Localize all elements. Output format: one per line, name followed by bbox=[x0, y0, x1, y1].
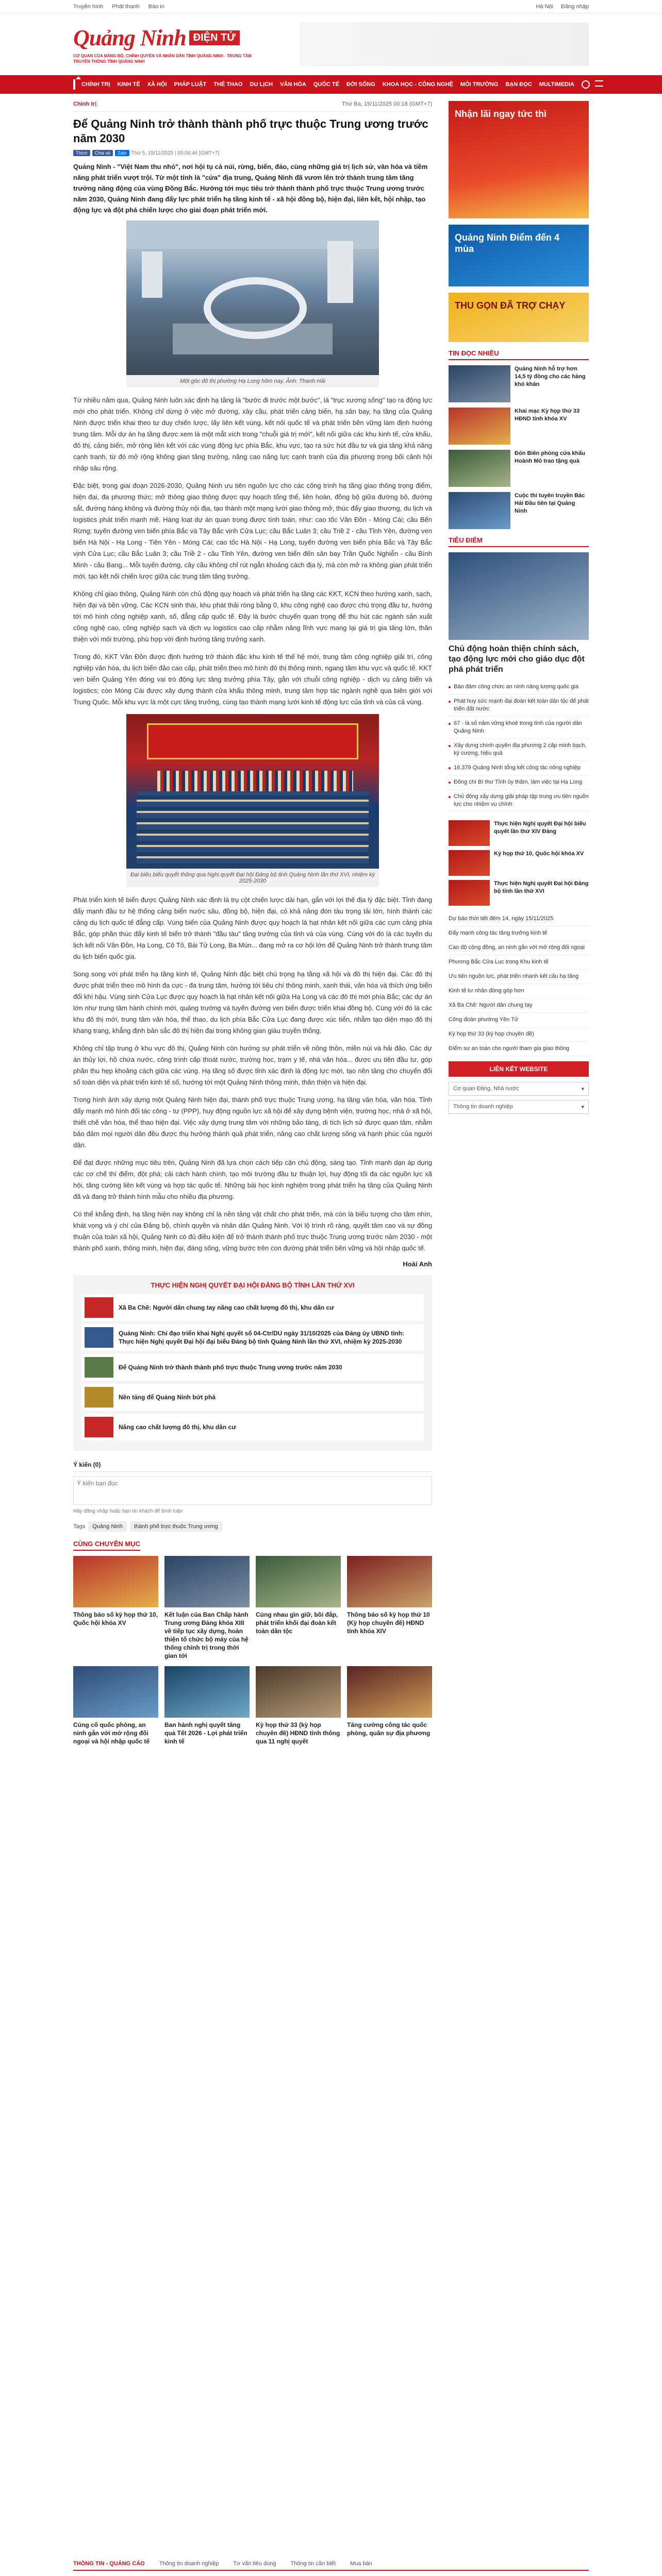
nav-item-du-lich[interactable]: DU LỊCH bbox=[250, 81, 273, 88]
quick-item[interactable]: Kinh tế tư nhân đóng góp hơn bbox=[449, 984, 589, 998]
article-author: Hoài Anh bbox=[403, 1260, 432, 1268]
article-meta bbox=[73, 150, 432, 156]
congress-photo bbox=[126, 714, 379, 869]
main-nav bbox=[0, 75, 662, 94]
article-paragraph: Có thể khẳng định, hạ tầng hiện nay không chỉ là nền tảng vật chất cho phát triển, mà còn là biểu tượng cho tầm nhìn, khát vọng và ý chí của Đảng bộ, chính quyền và nhân dân Quảng Ninh. Với lộ trình rõ ràng, quyết tâm cao và sự đồng thuận của toàn xã hội, Quảng Ninh có đủ điều kiện để trở thành thành phố trực thuộc Trung ương trước năm 2030 - một thành phố xanh, thông minh, hiện đại, đáng sống, vững bước trên con đường phát triển bền vững và hội nhập quốc tế. bbox=[73, 1210, 432, 1252]
most-read-header: TIN ĐỌC NHIỀU bbox=[449, 349, 589, 360]
notice-tabs bbox=[73, 2561, 589, 2571]
quick-list bbox=[449, 912, 589, 1056]
article-paragraph: Để đạt được những mục tiêu trên, Quảng Ninh đã lựa chọn cách tiếp cận chủ động, sáng tạo. Tỉnh mạnh dạn áp dụng các cơ chế thí điểm, đột phá; cải cách hành chính, tạo môi trường đầu tư thuận lợi, huy động tối đa các nguồn lực xã hội, tăng cường liên kết vùng và hợp tác quốc tế. Những bài học kinh nghiệm trong phát triển hạ tầng của Quảng Ninh đã và đang trở thành hình mẫu cho nhiều địa phương. bbox=[73, 1159, 432, 1200]
focus-list bbox=[449, 680, 589, 812]
sidebar-ad-bank[interactable]: Nhận lãi ngay tức thì bbox=[449, 101, 589, 218]
article-paragraph: Không chỉ giao thông, Quảng Ninh còn chủ động quy hoạch và phát triển hạ tầng các KKT, KCN theo hướng xanh, sạch, hiện đại và bền vững. Các KCN sinh thái, khu phát thải ròng bằng 0, khu công nghệ cao được chú trọng đầu tư, hướng tới mô hình công nghiệp xanh, số, đẳng cấp quốc tế. Đây là bước chuyển quan trọng để thu hút các ngành sản xuất công nghệ cao, công nghiệp sạch và dịch vụ logistics cao cấp nhằm nâng lĩnh vực mang lại giá trị gia tăng lớn, thân thiện với môi trường, phù hợp với định hướng tăng trưởng xanh. bbox=[73, 590, 432, 643]
login-link[interactable]: Đăng nhập bbox=[561, 4, 589, 10]
city-photo bbox=[126, 221, 379, 375]
top-link-tv[interactable]: Truyền hình bbox=[73, 4, 104, 10]
top-right bbox=[529, 4, 589, 10]
related-header: THỰC HIỆN NGHỊ QUYẾT ĐẠI HỘI ĐẢNG BỘ TỈNH LẦN THỨ XVI bbox=[151, 1281, 355, 1289]
focus-feature[interactable]: Chủ động hoàn thiện chính sách, tạo động lực mới cho giáo dục đột phá phát triển bbox=[449, 552, 589, 675]
article-paragraph: Trong đó, KKT Vân Đồn được định hướng trở thành đặc khu kinh tế thế hệ mới, trung tâm công nghiệp giải trí, công nghiệp văn hóa, du lịch biển đảo cao cấp, phát triển theo mô hình đô thị thông minh, ngang tầm khu vực và quốc tế. KKT ven biển Quảng Yên đóng vai trò động lực tăng trưởng phía Tây, gắn với chuỗi công nghiệp - dịch vụ cảng biển và logistics; còn Móng Cái được xây dựng thành cửa khẩu thông minh, trung tâm hợp tác ngành nghề qua biên giới với Trung Quốc. Mỗi khu vực là một cực tăng trưởng, cùng tạo thành mạng lưới kinh tế động lực của tỉnh và của cả vùng. bbox=[73, 653, 432, 706]
logo-wordmark: Quảng Ninh bbox=[73, 25, 186, 50]
news-card[interactable]: Tăng cường công tác quốc phòng, quân sự địa phương bbox=[347, 1666, 432, 1745]
business-select[interactable]: Thông tin doanh nghiệp ▾ bbox=[449, 1100, 589, 1114]
related-item[interactable]: Nền tảng để Quảng Ninh bứt phá bbox=[81, 1384, 424, 1411]
top-link-radio[interactable]: Phát thanh bbox=[112, 4, 140, 10]
tab-info-ads[interactable]: THÔNG TIN - QUẢNG CÁO bbox=[73, 2561, 145, 2567]
article-paragraph: Đặc biệt, trong giai đoạn 2026-2030, Quảng Ninh ưu tiên nguồn lực cho các công trình hạ tầng giao thông trọng điểm, hiện đại, đa phương thức; mở thông giao thông được quy hoạch tổng thể, liên hoàn, đồng bộ giữa đường bộ, đường sắt, đường hàng không và đường thủy nội địa, tạo thành một mạng lưới giao thông mở, thúc đẩy giao thương, du lịch và logistics phát triển mạnh mẽ. Hàng loạt dự án quan trọng được tính toán, như: cao tốc Vân Đồn - Móng Cái; cầu Bến Rừng; tuyến đường ven biển phía Bắc và Tây Bắc vịnh Cửa Lục; cầu Bắc Luân 3; cầu Triề 2 - cầu Tỉnh Yên, đường ven biển Hà Nội - Hạ Long - Tiên Yên - Móng Cái; cao tốc Hà Nội - Hạ Long, tuyến đường ven biển phía Bắc và Tây Bắc vịnh Cửa Lục; cầu Bắc Luân 3; cầu Triề 2 - cầu Tỉnh Yên, đường ven biển đến sân bay Trần Quốc Nghiễn - cầu Bình Minh - cầu Bang... Mỗi tuyến đường, cây cầu không chỉ rút ngắn khoảng cách địa lý, mà còn mở ra không gian phát triển mới, tạo kết nối chiến lược giữa các trung tâm tăng trưởng. bbox=[73, 482, 432, 580]
nav-item-ban-doc[interactable]: BẠN ĐỌC bbox=[505, 81, 532, 88]
tag-item[interactable]: thành phố trực thuộc Trung ương bbox=[130, 1521, 222, 1532]
figure-caption: Đại biểu biểu quyết thông qua Nghị quyết Đại hội Đảng bộ tỉnh Quảng Ninh lần thứ XVI, nhiệm kỳ 2025-2030 bbox=[126, 869, 379, 887]
related-box bbox=[73, 1275, 432, 1451]
most-read-item[interactable]: Quảng Ninh hỗ trợ hơn 14,5 tỷ đồng cho các hàng khó khăn bbox=[449, 365, 589, 402]
quick-item[interactable]: Công đoàn phường Yên Tử bbox=[449, 1013, 589, 1027]
quick-item[interactable]: Phương Bắc Cửa Lục trong Khu kinh tế bbox=[449, 955, 589, 970]
focus-list-item[interactable]: Bảo đảm công chức an ninh năng lượng quốc gia bbox=[449, 680, 589, 694]
topic-item[interactable]: Thực hiện Nghị quyết Đại hội biểu quyết lần thứ XIV Đảng bbox=[449, 820, 589, 846]
quick-item[interactable]: Điểm sự an toàn cho người tham gia giao thông bbox=[449, 1042, 589, 1056]
zalo-share-button[interactable]: Zalo bbox=[115, 150, 129, 156]
nav-item-multimedia[interactable]: MULTIMEDIA bbox=[539, 81, 574, 88]
top-link-print[interactable]: Báo in bbox=[148, 4, 164, 10]
chevron-down-icon: ▾ bbox=[581, 1104, 584, 1110]
news-card[interactable]: Thông báo số kỳ họp thứ 10, Quốc hội khóa XV bbox=[73, 1556, 158, 1660]
tab-business[interactable]: Thông tin doanh nghiệp bbox=[159, 2561, 219, 2567]
quick-item[interactable]: Dự báo thời tiết đêm 14, ngày 15/11/2025 bbox=[449, 912, 589, 926]
sidebar-ad-tourism[interactable]: Quảng Ninh Điểm đến 4 mùa bbox=[449, 225, 589, 286]
comments-section bbox=[73, 1461, 432, 1514]
top-links bbox=[73, 4, 172, 10]
article-paragraph: Phát triển kinh tế biển được Quảng Ninh xác định là trụ cột chiến lược dài hạn, gắn với lợi thế địa lý đặc biệt. Tỉnh đang đẩy mạnh đầu tư hệ thống cảng biển nước sâu, đồng bộ, hiện đại, có khả năng đón tàu trọng tải lớn, hình thành các cảng du lịch quốc tế đẳng cấp. Vùng biển của Quảng Ninh được quy hoạch là hạt nhân kết nối giữa các cụm cảng phía Bắc, góp phần thúc đẩy kinh tế biển trở thành "đầu tàu" tăng trưởng của tỉnh và của vùng. Cùng với đó là các tuyến du lịch kết nối Vân Đồn, Hạ Long, Cô Tô, Bái Tử Long, Ba Mùn... đang mở ra cơ hội lớn để Quảng Ninh trở thành trung tâm du lịch biển quốc gia. bbox=[73, 896, 432, 960]
agency-select[interactable]: Cơ quan Đảng, Nhà nước ▾ bbox=[449, 1082, 589, 1096]
quick-item[interactable]: Ưu tiên nguồn lực, phát triển nhanh kết cấu hạ tầng bbox=[449, 970, 589, 984]
search-icon[interactable] bbox=[582, 80, 590, 89]
comments-header: Ý kiến (0) bbox=[73, 1461, 432, 1472]
news-card[interactable]: Thông báo số kỳ họp thứ 10 (Kỳ họp chuyên đề) HĐND tỉnh khóa XIV bbox=[347, 1556, 432, 1660]
same-section-header: CÙNG CHUYÊN MỤC bbox=[73, 1540, 140, 1551]
nav-item-chinh-tri[interactable]: CHÍNH TRỊ bbox=[81, 81, 110, 88]
nav-item-xa-hoi[interactable]: XÃ HỘI bbox=[147, 81, 167, 88]
news-card[interactable]: Ban hành nghị quyết tăng quả Tết 2026 - Lợi phát triển kinh tế bbox=[164, 1666, 250, 1745]
most-read-item[interactable]: Cuộc thi tuyên truyền Bác Hải Đầu tiên tại Quảng Ninh bbox=[449, 492, 589, 529]
tags-label: Tags bbox=[73, 1523, 86, 1530]
focus-list-item[interactable]: 67 - là số năm vững khoẻ trong tình của người dân Quảng Ninh bbox=[449, 717, 589, 739]
news-card[interactable]: Kết luận của Ban Chấp hành Trung ương Đảng khóa XIII về tiếp tục xây dựng, hoàn thiện tổ chức bộ máy của hệ thống chính trị trong thời gian tới bbox=[164, 1556, 250, 1660]
comment-input[interactable] bbox=[73, 1476, 432, 1505]
topic-item[interactable]: Thực hiện Nghị quyết Đại hội Đảng bộ tỉnh lần thứ XVI bbox=[449, 880, 589, 906]
nav-item-doi-song[interactable]: ĐỜI SỐNG bbox=[346, 81, 375, 88]
tab-consumer[interactable]: Tư vấn tiêu dùng bbox=[233, 2561, 276, 2567]
logo-tag: ĐIỆN TỬ bbox=[189, 30, 240, 45]
article-paragraph: Trong hình ảnh xây dựng một Quảng Ninh hiện đại, thành phố trực thuộc Trung ương, hạ tầng văn hóa, văn hóa. Tỉnh đẩy mạnh mô hình đối tác công - tư (PPP), huy động nguồn lực xã hội để xây dựng bệnh viện, trường học, nhà ở xã hội, thiết chế văn hóa, thể thao hiện đại. Việc xây dựng trung tâm với những bảo tàng, di tích lịch sử được quan tâm, nhằm bảo đảm mọi người dân đều được thụ hưởng thành quả phát triển, nâng cao chất lượng sống và hạnh phúc của người dân. bbox=[73, 1096, 432, 1149]
related-item[interactable]: Quảng Ninh: Chỉ đạo triển khai Nghị quyết số 04-Ctr/DU ngày 31/10/2025 của Đảng ủy UBND tỉnh: Thực hiện Nghị quyết Đại hội đại biểu Đảng bộ tỉnh Quảng Ninh lần thứ XVI, nhiệm kỳ 2025-2030 bbox=[81, 1324, 424, 1351]
breadcrumb-category[interactable]: Chính trị bbox=[73, 101, 97, 107]
facebook-share-button[interactable]: Chia sẻ bbox=[92, 150, 113, 156]
sidebar-ad-promo[interactable]: THU GỌN ĐÃ TRỢ CHẠY bbox=[449, 293, 589, 342]
quick-item[interactable]: Xã Ba Chẽ: Người dân chung tay bbox=[449, 998, 589, 1013]
logo-subtitle: CƠ QUAN CỦA ĐẢNG BỘ, CHÍNH QUYỀN VÀ NHÂN DÂN TỈNH QUẢNG NINH - TRUNG TÂM TRUYỀN THÔNG TỈNH QUẢNG NINH bbox=[73, 53, 252, 64]
comment-note: Hãy đăng nhập hoặc bạn tin khách để bình luận bbox=[73, 1509, 183, 1514]
article-paragraph: Từ nhiều năm qua, Quảng Ninh luôn xác định hạ tầng là "bước đi trước một bước", là "trục xương sống" tạo ra động lực mới cho phát triển. Không chỉ dừng ở việc mở đường, xây cầu, phát triển cảng biển, hạ sân bay, hạ tầng của Quảng Ninh được triển khai theo tư duy chiến lược, lấy liên kết vùng, kết nối quốc tế và phát triển bền vững làm định hướng trung tâm. Mỗi dự án hạ tầng được xem là một mắt xích trong "chuỗi giá trị mới", kết nối giữa các khu kinh tế, cửa khẩu, đô thị, cảng biển, mở rộng liên kết với các vùng động lực phía Bắc, khu vực, tạo ra sức hút đầu tư và gia tăng khả năng cạnh tranh, từ đó mở rộng không gian tăng trưởng, nâng cao năng lực cạnh tranh của địa phương trong bối cảnh hội nhập sâu rộng. bbox=[73, 396, 432, 472]
quick-item[interactable]: Kỳ họp thứ 33 (kỳ họp chuyên đề) bbox=[449, 1027, 589, 1042]
site-logo[interactable] bbox=[73, 25, 259, 64]
related-item[interactable]: Để Quảng Ninh trở thành thành phố trực thuộc Trung ương trước năm 2030 bbox=[81, 1354, 424, 1381]
tag-item[interactable]: Quảng Ninh bbox=[88, 1521, 127, 1532]
chevron-down-icon: ▾ bbox=[581, 1086, 584, 1092]
article-paragraph: Song song với phát triển hạ tầng kinh tế, Quảng Ninh đặc biệt chú trọng hạ tầng xã hội và đô thị hiện đại. Các đô thị được phát triển theo mô hình đa cực - đa trung tâm, hướng tới tiêu chí thông minh, xanh thái, văn hóa và thích ứng biến đổi khí hậu. Vùng sinh Cửa Lục được quy hoạch là hạt nhân kết nối giữa Hạ Long và các đô thị mới phía Bắc; các dự án lớn như trung tâm hành chính mới, quảng trường và tuyến đường ven biển được triển khai đồng bộ. Cùng với đó là các khu đô thị mới, trung tâm văn hóa, thể thao, du lịch phía Bắc Cửa Lục đang được xúc tiến, nhằm tạo diện mạo đô thị khang trang, khẳng định bản sắc đô thị hiện đại trong không gian giàu truyền thống. bbox=[73, 970, 432, 1035]
nav-item-kinh-te[interactable]: KINH TẾ bbox=[117, 81, 140, 88]
facebook-like-button[interactable]: Thích bbox=[73, 150, 90, 156]
breadcrumb-datetime: Thứ Ba, 15/11/2025 00:18 (GMT+7) bbox=[341, 101, 432, 107]
news-card[interactable]: Kỳ họp thứ 33 (kỳ họp chuyên đề) HĐND tỉnh thông qua 11 nghị quyết bbox=[256, 1666, 341, 1745]
article-title: Để Quảng Ninh trở thành thành phố trực thuộc Trung ương trước năm 2030 bbox=[73, 117, 428, 145]
nav-item-quoc-te[interactable]: QUỐC TẾ bbox=[313, 81, 339, 88]
focus-list-item[interactable]: 16.379 Quảng Ninh tổng kết công tác nông nghiệp bbox=[449, 761, 589, 775]
header-banner[interactable] bbox=[300, 23, 589, 66]
site-header bbox=[0, 13, 662, 75]
news-card[interactable]: Củng cố quốc phòng, an ninh gắn với mở rộng đối ngoại và hội nhập quốc tế bbox=[73, 1666, 158, 1745]
news-card[interactable]: Củng nhau gìn giữ, bồi đắp, phát triển khối đại đoàn kết toàn dân tộc bbox=[256, 1556, 341, 1660]
article-figure-1 bbox=[126, 221, 379, 387]
topic-item[interactable]: Kỳ họp thứ 10, Quốc hội khóa XV bbox=[449, 850, 589, 876]
tag-list bbox=[73, 1521, 432, 1532]
sidebar bbox=[449, 101, 589, 1753]
quick-item[interactable]: Cao độ cộng đồng, an ninh gắn với mở rộng đối ngoại bbox=[449, 941, 589, 955]
article-published: Thứ 5, 15/11/2025 | 00:06:46 [GMT+7] bbox=[131, 150, 220, 156]
article-figure-2 bbox=[126, 714, 379, 887]
website-links-button[interactable]: LIÊN KẾT WEBSITE bbox=[449, 1061, 589, 1077]
figure-caption: Một góc đô thị phường Hạ Long hôm nay. Ảnh: Thanh Hải bbox=[126, 375, 379, 387]
nav-item-moi-truong[interactable]: MÔI TRƯỜNG bbox=[460, 81, 499, 88]
article-column bbox=[73, 101, 432, 1753]
most-read-item[interactable]: Khai mạc Kỳ họp thứ 33 HĐND tỉnh khóa XV bbox=[449, 408, 589, 445]
focus-header: TIÊU ĐIỂM bbox=[449, 536, 589, 547]
nav-item-the-thao[interactable]: THỂ THAO bbox=[213, 81, 243, 88]
related-item[interactable]: Nâng cao chất lượng đô thị, khu dân cư bbox=[81, 1414, 424, 1440]
menu-icon[interactable] bbox=[595, 80, 603, 87]
focus-list-item[interactable]: Phát huy sức mạnh đại đoàn kết toàn dân tộc để phát triển đất nước bbox=[449, 694, 589, 717]
tab-need-to-know[interactable]: Thông tin cần biết bbox=[290, 2561, 336, 2567]
breadcrumb bbox=[73, 101, 432, 112]
top-strip bbox=[0, 0, 662, 13]
focus-list-item[interactable]: Đồng chí Bí thư Tỉnh ủy thăm, làm việc tại Hạ Long bbox=[449, 775, 589, 790]
nav-item-khcn[interactable]: KHOA HỌC - CÔNG NGHỆ bbox=[382, 81, 453, 88]
focus-list-item[interactable]: Chủ động xây dựng giải pháp tập trung ưu tiên nguồn lực cho nhiệm vụ chính bbox=[449, 790, 589, 812]
article-paragraph: Không chỉ tập trung ở khu vực đô thị, Quảng Ninh còn hướng sự phát triển về nông thôn, miền núi và hải đảo. Các dự án thủy lợi, hồ chứa nước, công trình cấp thoát nước, trường học, trạm y tế, nhà văn hóa... được ưu tiên đầu tư, góp phần thu hẹp khoảng cách giữa các vùng. Hạ tầng số được tỉnh xác định là động lực mới, tạo nền tảng cho chuyển đổi số toàn diện và phát triển kinh tế số, hướng tới một Quảng Ninh thông minh, thân thiện và hiện đại. bbox=[73, 1044, 432, 1086]
same-section-grid bbox=[73, 1556, 432, 1745]
most-read-item[interactable]: Đón Biên phòng cửa khẩu Hoành Mô trao tặng quà bbox=[449, 450, 589, 487]
quick-item[interactable]: Đẩy mạnh công tác tăng trưởng kinh tế bbox=[449, 926, 589, 941]
focus-list-item[interactable]: Xây dựng chính quyền địa phương 2 cấp minh bạch, kỷ cương, hiệu quả bbox=[449, 739, 589, 761]
nav-item-phap-luat[interactable]: PHÁP LUẬT bbox=[174, 81, 207, 88]
tab-buy-sell[interactable]: Mua bán bbox=[350, 2561, 372, 2567]
article-lead: Quảng Ninh - "Việt Nam thu nhỏ", nơi hội tụ cả núi, rừng, biển, đảo, cùng những giá trị lịch sử, văn hóa và tiềm năng phát triển vượt trội. Từ một tỉnh là "cửa" địa trung, Quảng Ninh đã vươn lên trở thành trung tâm tăng trưởng năng động của vùng Đồng Bắc. Hướng tới mục tiêu trở thành thành phố trực thuộc Trung ương trước năm 2030, Quảng Ninh đang đẩy lực phát triển hạ tầng kinh tế - xã hội đồng bộ, hiện đại, liên kết, hội nhập, tạo động lực và đột phá chiến lược cho giai đoạn phát triển mới. bbox=[73, 163, 428, 214]
nav-item-van-hoa[interactable]: VĂN HÓA bbox=[280, 81, 306, 88]
home-icon[interactable] bbox=[73, 79, 75, 90]
related-item[interactable]: Xã Ba Chẽ: Người dân chung tay nâng cao chất lượng đô thị, khu dân cư bbox=[81, 1294, 424, 1321]
location-label: Hà Nội bbox=[536, 4, 554, 10]
